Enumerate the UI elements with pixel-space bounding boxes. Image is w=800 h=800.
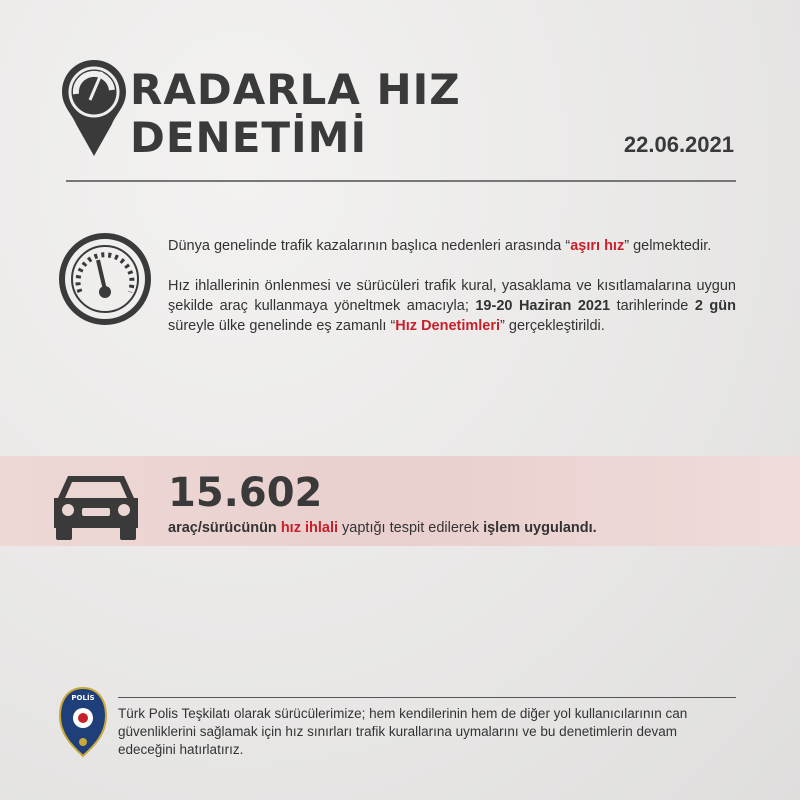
date: 22.06.2021 (623, 132, 734, 157)
intro-paragraph-1: Dünya genelinde trafik kazalarının başlıca nedenleri arasında “aşırı hız” gelmektedir. (168, 238, 712, 254)
page-title (130, 66, 461, 162)
footer-text: Türk Polis Teşkilatı olarak sürücülerimize; hem kendilerinin hem de diğer yol kullanıcılarının can güvenliklerini sağlamak için hız sınırları trafik kurallarına uymalarını ve bu denetimlerin devam edeceğini hatırlatırız. (118, 706, 688, 757)
intro-paragraph-2: Hız ihlallerinin önlenmesi ve sürücüleri trafik kural, yasaklama ve kısıtlamalarına uygun şekilde araç kullanmaya yöneltmek amacıyla; 19-20 Haziran 2021 tarihlerinde 2 gün süreyle ülke genelinde eş zamanlı “Hız Denetimleri” gerçekleştirildi. (168, 278, 736, 334)
svg-text:POLİS: POLİS (71, 694, 95, 702)
intro-text (168, 236, 736, 356)
footer-divider (118, 697, 736, 698)
police-badge-logo (58, 686, 108, 758)
divider (66, 180, 736, 182)
violation-description: araç/sürücünün hız ihlali yaptığı tespit edilerek işlem uygulandı. (168, 520, 597, 536)
title-line-1: RADARLA HIZ (130, 65, 461, 114)
car-icon (48, 468, 144, 542)
radar-pin-icon (60, 58, 128, 158)
violation-count: 15.602 (168, 470, 323, 516)
title-line-2: DENETİMİ (130, 113, 368, 162)
speedometer-icon (58, 232, 152, 326)
